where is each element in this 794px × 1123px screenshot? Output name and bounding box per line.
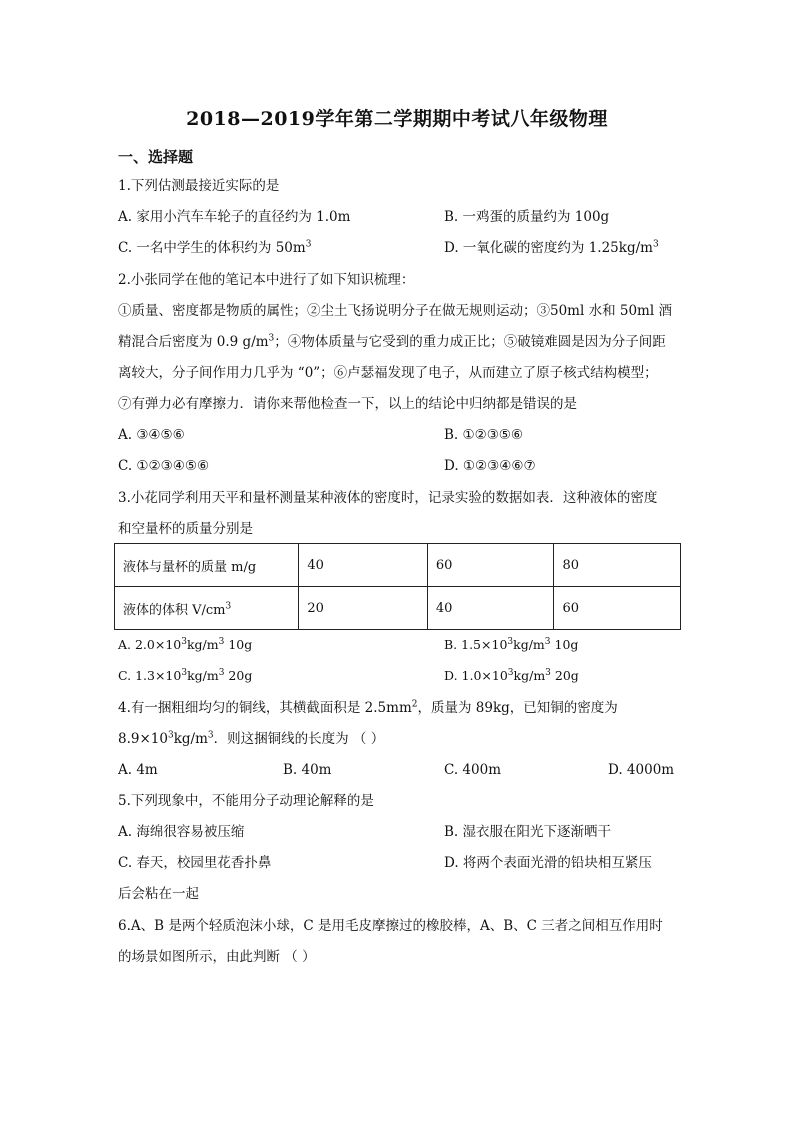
q2-option-b: B. ①②③⑤⑥ <box>444 427 524 443</box>
table-cell: 40 <box>299 544 428 587</box>
q1-option-c: C. 一名中学生的体积约为 $50m^3$ <box>118 239 312 256</box>
q2-line-2: 精混合后密度为 0.9 $g/m^3$；④物体质量与它受到的重力成正比；⑤破镜难圆是因为分子间距 <box>118 333 666 350</box>
q4-line-1: 4.有一捆粗细均匀的铜线，其横截面积是 $2.5mm^2$，质量为 89kg，已知铜的密度为 <box>118 699 618 716</box>
q5-stem: 5.下列现象中，不能用分子动理论解释的是 <box>118 793 374 809</box>
q6-line-2: 的场景如图所示，由此判断 （ ） <box>118 949 316 965</box>
q3-option-a: A. $2.0\times 10^3kg/m^3$ 10g <box>118 636 253 652</box>
table-cell: 80 <box>554 544 681 587</box>
q2-option-c: C. ①②③④⑤⑥ <box>118 458 210 474</box>
q4-line-2: $8.9\times 10^3kg/m^3$．则这捆铜线的长度为 （ ） <box>118 730 385 747</box>
q5-option-d-continued: 后会粘在一起 <box>118 886 199 902</box>
q3-option-d: D. $1.0\times 10^3kg/m^3$ 20g <box>444 667 579 683</box>
q4-option-c: C. 400m <box>444 762 501 778</box>
table-row <box>115 544 681 587</box>
q1-stem: 1.下列估测最接近实际的是 <box>118 178 280 194</box>
q2-stem: 2.小张同学在他的笔记本中进行了如下知识梳理： <box>118 272 415 288</box>
q4-option-d: D. 4000m <box>608 762 675 778</box>
q1-option-a: A. 家用小汽车车轮子的直径约为 1.0m <box>118 209 351 225</box>
q3-data-table <box>114 543 681 630</box>
q4-option-b: B. 40m <box>283 762 332 778</box>
q6-line-1: 6.A、B 是两个轻质泡沫小球，C 是用毛皮摩擦过的橡胶棒，A、B、C 三者之间相互作用时 <box>118 918 663 934</box>
q4-option-a: A. 4m <box>118 762 158 778</box>
q2-line-4: ⑦有弹力必有摩擦力．请你来帮他检查一下，以上的结论中归纳都是错误的是 <box>118 396 577 412</box>
q3-line-1: 3.小花同学利用天平和量杯测量某种液体的密度时，记录实验的数据如表．这种液体的密度 <box>118 490 658 506</box>
q3-line-2: 和空量杯的质量分别是 <box>118 521 253 537</box>
q1-option-d: D. 一氧化碳的密度约为 $1.25kg/m^3$ <box>444 239 659 256</box>
q5-option-a: A. 海绵很容易被压缩 <box>118 824 245 840</box>
table-cell: 20 <box>299 587 428 630</box>
q5-option-d: D. 将两个表面光滑的铅块相互紧压 <box>444 855 652 871</box>
q2-line-1: ①质量、密度都是物质的属性；②尘土飞扬说明分子在做无规则运动；③50ml 水和 50ml 酒 <box>118 303 672 319</box>
table-cell: 液体与量杯的质量 m/g <box>115 544 299 587</box>
table-cell: 40 <box>427 587 554 630</box>
q2-line-3: 离较大，分子间作用力几乎为 “0”；⑥卢瑟福发现了电子，从而建立了原子核式结构模型； <box>118 365 658 381</box>
q2-option-d: D. ①②③④⑥⑦ <box>444 458 536 474</box>
table-cell: 液体的体积 $V/cm^3$ <box>115 587 299 630</box>
q5-option-b: B. 湿衣服在阳光下逐渐晒干 <box>444 824 612 840</box>
q2-option-a: A. ③④⑤⑥ <box>118 427 185 443</box>
q1-option-b: B. 一鸡蛋的质量约为 100g <box>444 209 610 225</box>
section-heading: 一、选择题 <box>118 148 194 166</box>
q3-option-b: B. $1.5\times 10^3kg/m^3$ 10g <box>444 636 579 652</box>
table-cell: 60 <box>427 544 554 587</box>
table-cell: 60 <box>554 587 681 630</box>
exam-title: 2018—2019学年第二学期期中考试八年级物理 <box>186 108 608 130</box>
q5-option-c: C. 春天，校园里花香扑鼻 <box>118 855 272 871</box>
q3-option-c: C. $1.3\times 10^3kg/m^3$ 20g <box>118 667 253 683</box>
table-row <box>115 587 681 630</box>
